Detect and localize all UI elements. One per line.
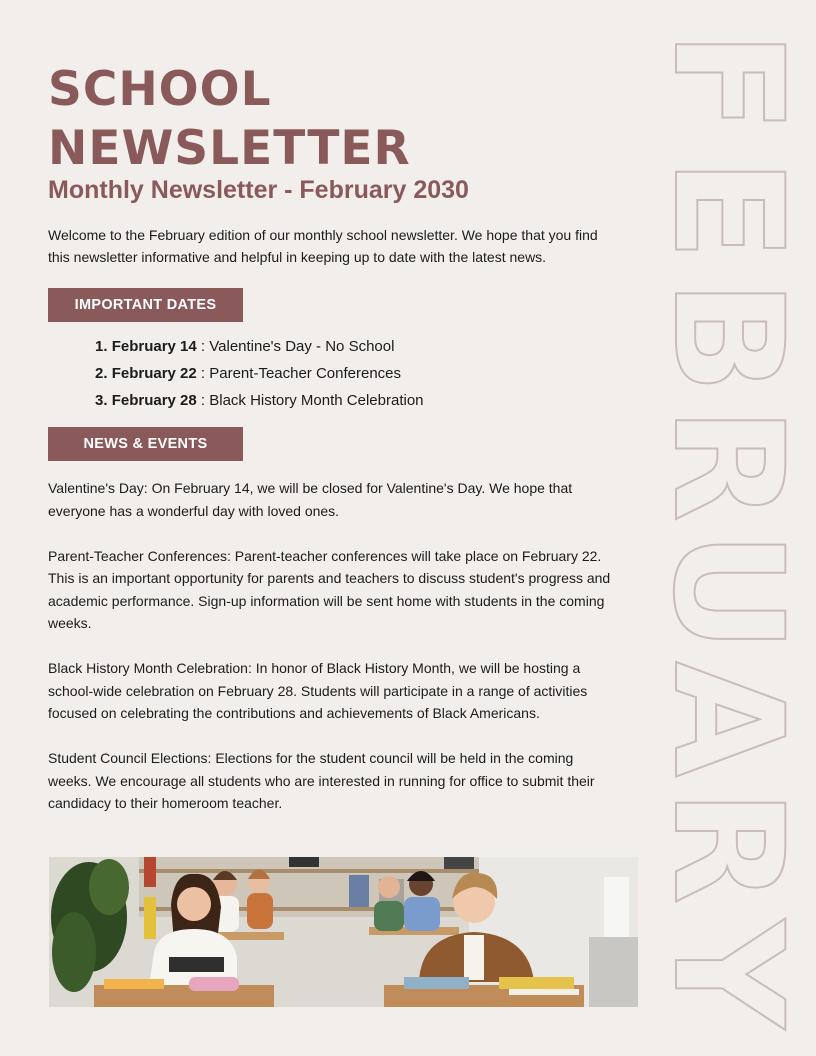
news-events-heading: NEWS & EVENTS — [48, 427, 243, 461]
classroom-photo — [49, 857, 638, 1007]
news-paragraph: Student Council Elections: Elections for the student council will be held in the coming weeks. We encourage all students who are interested in running for office to submit their candidacy to their homeroom teacher. — [48, 750, 595, 811]
date-item-separator: : — [196, 392, 210, 409]
month-vertical-word — [640, 18, 814, 1038]
date-item-number: 3. — [95, 392, 108, 409]
month-letter-r: R — [640, 406, 814, 523]
month-letter-e: E — [640, 158, 814, 261]
month-letter-y: Y — [640, 919, 814, 1029]
title-line-1: SCHOOL — [48, 62, 272, 117]
month-letter-f: F — [640, 30, 814, 133]
date-item-date: February 28 — [111, 392, 197, 409]
date-item-number: 2. — [95, 365, 108, 382]
date-item-date: February 14 — [111, 338, 197, 355]
month-letter-u: U — [640, 530, 814, 653]
date-item — [95, 387, 424, 414]
month-outline-letters — [640, 18, 814, 1038]
date-item-event: Parent-Teacher Conferences — [209, 365, 402, 382]
date-item — [95, 360, 424, 387]
date-item-event: Valentine's Day - No School — [209, 338, 395, 355]
date-item-event: Black History Month Celebration — [209, 392, 424, 409]
newsletter-title — [48, 60, 608, 178]
important-dates-heading: IMPORTANT DATES — [48, 288, 243, 322]
month-letter-b: B — [640, 279, 814, 394]
date-item-date: February 22 — [111, 365, 197, 382]
title-line-2: NEWSLETTER — [48, 121, 411, 176]
important-dates-list — [95, 333, 424, 414]
date-item-separator: : — [196, 365, 210, 382]
news-paragraph: Black History Month Celebration: In honor of Black History Month, we will be hosting a school-wide celebration on February 28. Students will participate in a range of activities focused on celebrating the contributions and achievements of Black Americans. — [48, 660, 588, 721]
news-paragraph: Valentine's Day: On February 14, we will be closed for Valentine's Day. We hope that everyone has a wonderful day with loved ones. — [48, 480, 573, 519]
date-item — [95, 333, 424, 360]
intro-paragraph: Welcome to the February edition of our monthly school newsletter. We hope that you find this newsletter informative and helpful in keeping up to date with the latest news. — [48, 227, 598, 265]
classroom-illustration — [49, 857, 638, 1007]
news-events-body — [48, 477, 614, 837]
date-item-number: 1. — [95, 338, 108, 355]
month-letter-r: R — [640, 788, 814, 905]
newsletter-subtitle: Monthly Newsletter - February 2030 — [48, 176, 469, 204]
news-paragraph: Parent-Teacher Conferences: Parent-teacher conferences will take place on February 22. This is an important opportunity for parents and teachers to discuss student's progress and academic performance. Sign-up information will be sent home with students in the coming weeks. — [48, 547, 611, 631]
month-letter-a: A — [640, 661, 814, 778]
date-item-separator: : — [196, 338, 210, 355]
